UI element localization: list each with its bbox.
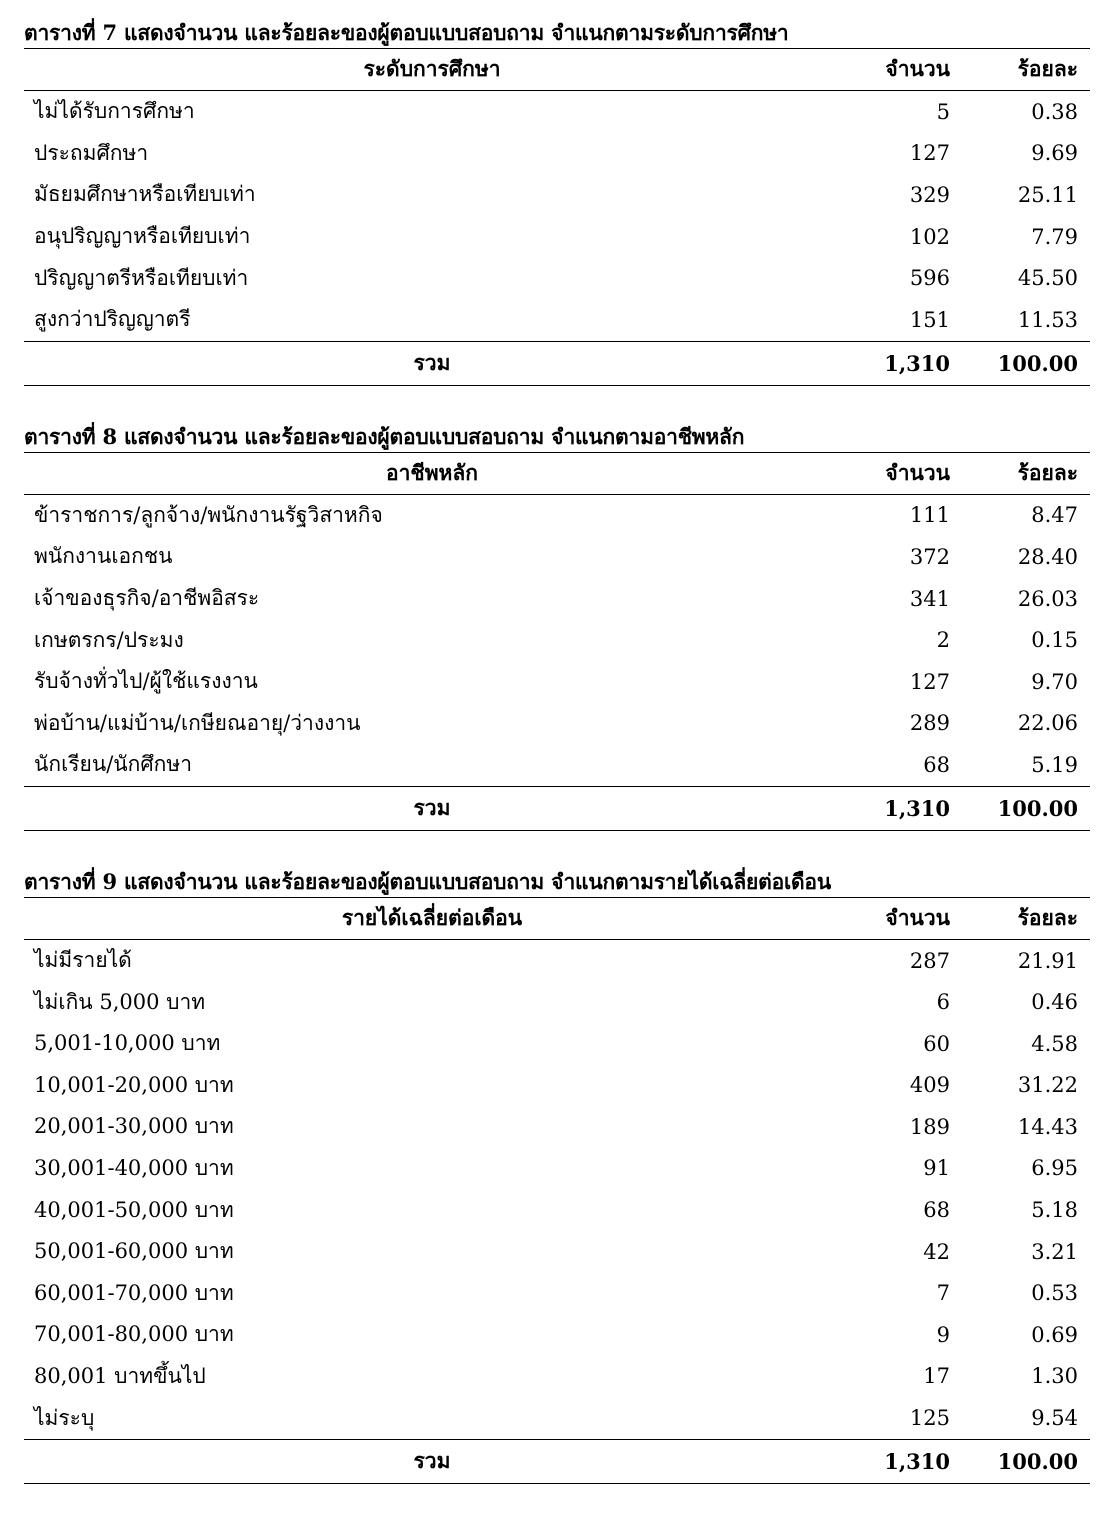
row-percent: 6.95 xyxy=(1031,1156,1078,1181)
row-count: 7 xyxy=(936,1281,950,1306)
table-row xyxy=(24,216,1090,258)
row-percent: 26.03 xyxy=(1017,586,1078,611)
table-row xyxy=(24,939,1090,981)
row-count: 91 xyxy=(923,1156,950,1181)
table-education-block xyxy=(24,18,1090,386)
row-percent: 25.11 xyxy=(1017,182,1078,207)
row-count: 287 xyxy=(909,948,950,973)
total-label: รวม xyxy=(413,1447,451,1473)
row-label: ไม่เกิน 5,000 บาท xyxy=(34,989,206,1014)
table-income-block xyxy=(24,867,1090,1484)
row-label: 40,001-50,000 บาท xyxy=(34,1197,234,1222)
column-header-count: จำนวน xyxy=(885,904,950,930)
row-label: 30,001-40,000 บาท xyxy=(34,1155,234,1180)
row-count: 127 xyxy=(909,141,950,166)
row-percent: 0.53 xyxy=(1031,1281,1078,1306)
row-count: 409 xyxy=(909,1073,950,1098)
row-percent: 5.19 xyxy=(1031,752,1078,777)
table-row xyxy=(24,1231,1090,1273)
row-label: 70,001-80,000 บาท xyxy=(34,1322,234,1347)
table-row xyxy=(24,703,1090,745)
table-row xyxy=(24,1272,1090,1314)
row-label: รับจ้างทั่วไป/ผู้ใช้แรงงาน xyxy=(34,669,258,694)
row-percent: 22.06 xyxy=(1017,711,1078,736)
row-label: 5,001-10,000 บาท xyxy=(34,1031,221,1056)
row-count: 17 xyxy=(923,1364,950,1389)
row-label: ไม่ได้รับการศึกษา xyxy=(34,99,195,124)
table-row xyxy=(24,981,1090,1023)
row-count: 102 xyxy=(909,224,950,249)
row-percent: 8.47 xyxy=(1031,503,1078,528)
row-count: 127 xyxy=(909,669,950,694)
row-count: 596 xyxy=(909,266,950,291)
row-count: 68 xyxy=(923,1198,950,1223)
row-label: ไม่มีรายได้ xyxy=(34,948,132,973)
table-income xyxy=(24,897,1090,1484)
row-count: 68 xyxy=(923,752,950,777)
total-percent: 100.00 xyxy=(997,1448,1078,1474)
row-percent: 28.40 xyxy=(1017,544,1078,569)
table-occupation-block xyxy=(24,422,1090,831)
table-row xyxy=(24,536,1090,578)
row-count: 329 xyxy=(909,182,950,207)
row-label: ข้าราชการ/ลูกจ้าง/พนักงานรัฐวิสาหกิจ xyxy=(34,502,383,527)
table-row xyxy=(24,578,1090,620)
total-percent: 100.00 xyxy=(997,350,1078,376)
row-label: เจ้าของธุรกิจ/อาชีพอิสระ xyxy=(34,586,260,611)
table-row xyxy=(24,1023,1090,1065)
table-row xyxy=(24,133,1090,175)
row-count: 60 xyxy=(923,1031,950,1056)
row-percent: 31.22 xyxy=(1017,1073,1078,1098)
row-label: 60,001-70,000 บาท xyxy=(34,1280,234,1305)
table-row xyxy=(24,91,1090,133)
column-header-category: ระดับการศึกษา xyxy=(363,56,501,81)
row-percent: 14.43 xyxy=(1017,1114,1078,1139)
row-label: ไม่ระบุ xyxy=(34,1405,95,1430)
row-percent: 4.58 xyxy=(1031,1031,1078,1056)
column-header-percent: ร้อยละ xyxy=(1017,56,1078,81)
table-total-row xyxy=(24,1439,1090,1483)
total-count: 1,310 xyxy=(884,795,950,821)
row-percent: 0.38 xyxy=(1031,99,1078,124)
total-label: รวม xyxy=(413,794,451,820)
row-count: 289 xyxy=(909,711,950,736)
row-label: 50,001-60,000 บาท xyxy=(34,1239,234,1264)
table-education xyxy=(24,48,1090,386)
column-header-percent: ร้อยละ xyxy=(1017,459,1078,485)
row-percent: 9.54 xyxy=(1031,1406,1078,1431)
row-percent: 11.53 xyxy=(1017,307,1078,332)
row-percent: 9.70 xyxy=(1031,669,1078,694)
row-count: 111 xyxy=(909,503,950,528)
table-caption: ตารางที่ 9 แสดงจำนวน และร้อยละของผู้ตอบแบบสอบถาม จำแนกตามรายได้เฉลี่ยต่อเดือน xyxy=(24,868,831,894)
table-row xyxy=(24,744,1090,786)
row-label: นักเรียน/นักศึกษา xyxy=(34,752,193,777)
row-label: มัธยมศึกษาหรือเทียบเท่า xyxy=(34,182,256,207)
total-percent: 100.00 xyxy=(997,795,1078,821)
column-header-count: จำนวน xyxy=(885,56,950,81)
row-count: 341 xyxy=(909,586,950,611)
row-label: เกษตรกร/ประมง xyxy=(34,627,184,652)
table-row xyxy=(24,1356,1090,1398)
row-percent: 0.46 xyxy=(1031,990,1078,1015)
row-label: อนุปริญญาหรือเทียบเท่า xyxy=(34,224,251,249)
row-percent: 1.30 xyxy=(1031,1364,1078,1389)
table-row xyxy=(24,1397,1090,1439)
row-percent: 7.79 xyxy=(1031,224,1078,249)
column-header-percent: ร้อยละ xyxy=(1017,904,1078,930)
table-row xyxy=(24,1065,1090,1107)
row-percent: 3.21 xyxy=(1031,1239,1078,1264)
row-label: ปริญญาตรีหรือเทียบเท่า xyxy=(34,265,249,290)
row-label: ประถมศึกษา xyxy=(34,140,149,165)
table-row xyxy=(24,619,1090,661)
row-percent: 21.91 xyxy=(1017,948,1078,973)
row-percent: 0.15 xyxy=(1031,628,1078,653)
row-count: 372 xyxy=(909,544,950,569)
row-count: 6 xyxy=(936,990,950,1015)
table-row xyxy=(24,257,1090,299)
table-total-row xyxy=(24,341,1090,385)
row-percent: 45.50 xyxy=(1017,266,1078,291)
row-label: พ่อบ้าน/แม่บ้าน/เกษียณอายุ/ว่างงาน xyxy=(34,710,361,735)
table-caption: ตารางที่ 8 แสดงจำนวน และร้อยละของผู้ตอบแบบสอบถาม จำแนกตามอาชีพหลัก xyxy=(24,423,745,449)
column-header-count: จำนวน xyxy=(885,459,950,485)
table-header-row xyxy=(24,452,1090,494)
row-count: 125 xyxy=(909,1406,950,1431)
table-row xyxy=(24,174,1090,216)
row-count: 5 xyxy=(936,99,950,124)
row-count: 42 xyxy=(923,1239,950,1264)
column-header-category: รายได้เฉลี่ยต่อเดือน xyxy=(341,904,523,930)
table-row xyxy=(24,1106,1090,1148)
table-header-row xyxy=(24,897,1090,939)
row-count: 151 xyxy=(909,307,950,332)
table-caption: ตารางที่ 7 แสดงจำนวน และร้อยละของผู้ตอบแบบสอบถาม จำแนกตามระดับการศึกษา xyxy=(24,20,789,45)
document-page xyxy=(24,18,1090,1520)
row-percent: 5.18 xyxy=(1031,1198,1078,1223)
table-row xyxy=(24,494,1090,536)
table-header-row xyxy=(24,49,1090,91)
total-label: รวม xyxy=(413,349,451,375)
row-count: 189 xyxy=(909,1114,950,1139)
total-count: 1,310 xyxy=(884,350,950,376)
row-label: 20,001-30,000 บาท xyxy=(34,1114,234,1139)
row-count: 9 xyxy=(936,1322,950,1347)
row-percent: 9.69 xyxy=(1031,141,1078,166)
row-label: 10,001-20,000 บาท xyxy=(34,1072,234,1097)
table-row xyxy=(24,1148,1090,1190)
row-count: 2 xyxy=(936,628,950,653)
table-row xyxy=(24,1189,1090,1231)
row-label: 80,001 บาทขึ้นไป xyxy=(34,1363,206,1388)
table-row xyxy=(24,1314,1090,1356)
table-row xyxy=(24,661,1090,703)
table-total-row xyxy=(24,786,1090,830)
column-header-category: อาชีพหลัก xyxy=(386,459,478,485)
table-row xyxy=(24,299,1090,341)
row-label: พนักงานเอกชน xyxy=(34,544,173,569)
total-count: 1,310 xyxy=(884,1448,950,1474)
row-label: สูงกว่าปริญญาตรี xyxy=(34,307,191,332)
table-occupation xyxy=(24,452,1090,831)
row-percent: 0.69 xyxy=(1031,1322,1078,1347)
